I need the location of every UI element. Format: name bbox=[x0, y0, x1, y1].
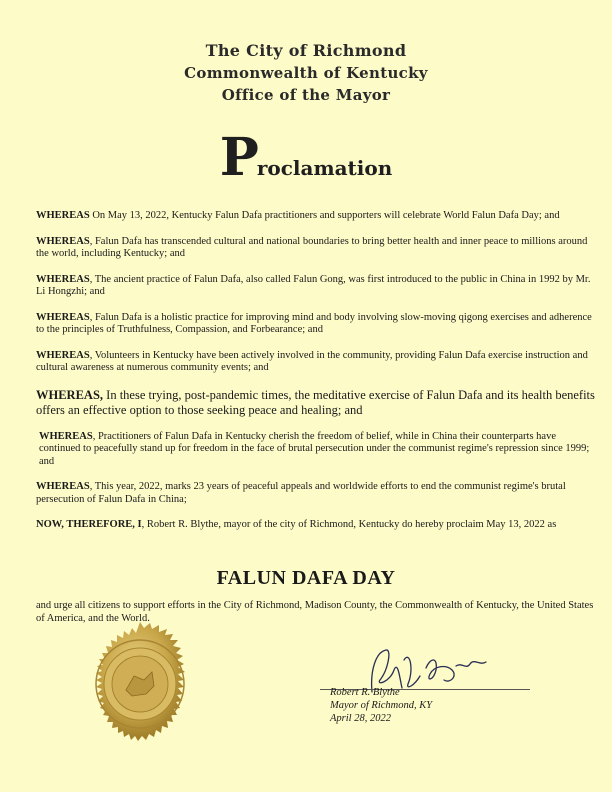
whereas-clause bbox=[36, 312, 596, 337]
clause-text: , This year, 2022, marks 23 years of peaceful appeals and worldwide efforts to end the communist regime's brutal persecution of Falun Dafa in China; bbox=[36, 481, 566, 505]
clause-lead: NOW, THEREFORE, I bbox=[36, 519, 142, 530]
clause-text: , Falun Dafa has transcended cultural and national boundaries to bring better health and inner peace to millions around the world, including Kentucky; and bbox=[36, 235, 588, 259]
therefore-clause bbox=[36, 519, 596, 532]
commonwealth-name: Commonwealth of Kentucky bbox=[184, 64, 428, 82]
city-name: The City of Richmond bbox=[205, 41, 407, 60]
clause-lead: WHEREAS bbox=[36, 481, 90, 492]
signature-block bbox=[330, 686, 432, 725]
title-initial: P bbox=[219, 127, 259, 188]
clause-lead: WHEREAS bbox=[36, 349, 90, 361]
signer-name: Robert R. Blythe bbox=[330, 687, 400, 698]
whereas-clause bbox=[36, 236, 596, 261]
clause-text: , The ancient practice of Falun Dafa, also called Falun Gong, was first introduced to the public in China in 1992 by Mr. Li Hongzhi; and bbox=[36, 273, 591, 297]
clause-lead: WHEREAS bbox=[36, 311, 90, 323]
clause-lead: WHEREAS bbox=[36, 273, 90, 285]
title-rest: roclamation bbox=[256, 156, 393, 180]
city-seal-icon bbox=[78, 622, 202, 746]
office-name: Office of the Mayor bbox=[221, 86, 391, 104]
proclamation-body bbox=[36, 210, 596, 545]
whereas-clause bbox=[36, 350, 596, 375]
clause-lead: WHEREAS bbox=[36, 210, 90, 221]
clause-lead: WHEREAS bbox=[36, 235, 90, 247]
document-title bbox=[0, 127, 612, 188]
clause-lead: WHEREAS bbox=[39, 430, 93, 442]
whereas-clause bbox=[36, 274, 596, 299]
clause-text: In these trying, post-pandemic times, the meditative exercise of Falun Dafa and its health benefits offers an effective option to those seeking peace and healing; and bbox=[36, 387, 595, 417]
clause-lead: WHEREAS, bbox=[36, 387, 104, 402]
clause-text: , Practitioners of Falun Dafa in Kentucky cherish the freedom of belief, while in China their counterparts have continued to peacefully stand up for freedom in the face of brutal persecution under the communist regime's repression since 1999; and bbox=[39, 430, 590, 467]
closing-statement: and urge all citizens to support efforts in the City of Richmond, Madison County, the Commonwealth of Kentucky, the United States of America, and the World. bbox=[36, 600, 594, 624]
clause-text: , Volunteers in Kentucky have been actively involved in the community, providing Falun Dafa exercise instruction and cultural awareness at numerous community events; and bbox=[36, 349, 588, 373]
clause-text: , Falun Dafa is a holistic practice for improving mind and body involving slow-moving qigong exercises and adherence to the principles of Truthfulness, Compassion, and Forbearance; and bbox=[36, 311, 592, 335]
signer-title: Mayor of Richmond, KY bbox=[330, 700, 433, 711]
whereas-clause bbox=[36, 431, 596, 469]
clause-text: , Robert R. Blythe, mayor of the city of Richmond, Kentucky do hereby proclaim May 13, 2022 as bbox=[141, 519, 557, 530]
proclaimed-day: FALUN DAFA DAY bbox=[216, 567, 396, 589]
whereas-clause bbox=[36, 388, 596, 418]
signing-date: April 28, 2022 bbox=[330, 713, 391, 724]
whereas-clause bbox=[36, 481, 596, 506]
clause-text: On May 13, 2022, Kentucky Falun Dafa practitioners and supporters will celebrate World Falun Dafa Day; and bbox=[89, 210, 560, 221]
letterhead bbox=[0, 40, 612, 106]
whereas-clause bbox=[36, 210, 596, 223]
